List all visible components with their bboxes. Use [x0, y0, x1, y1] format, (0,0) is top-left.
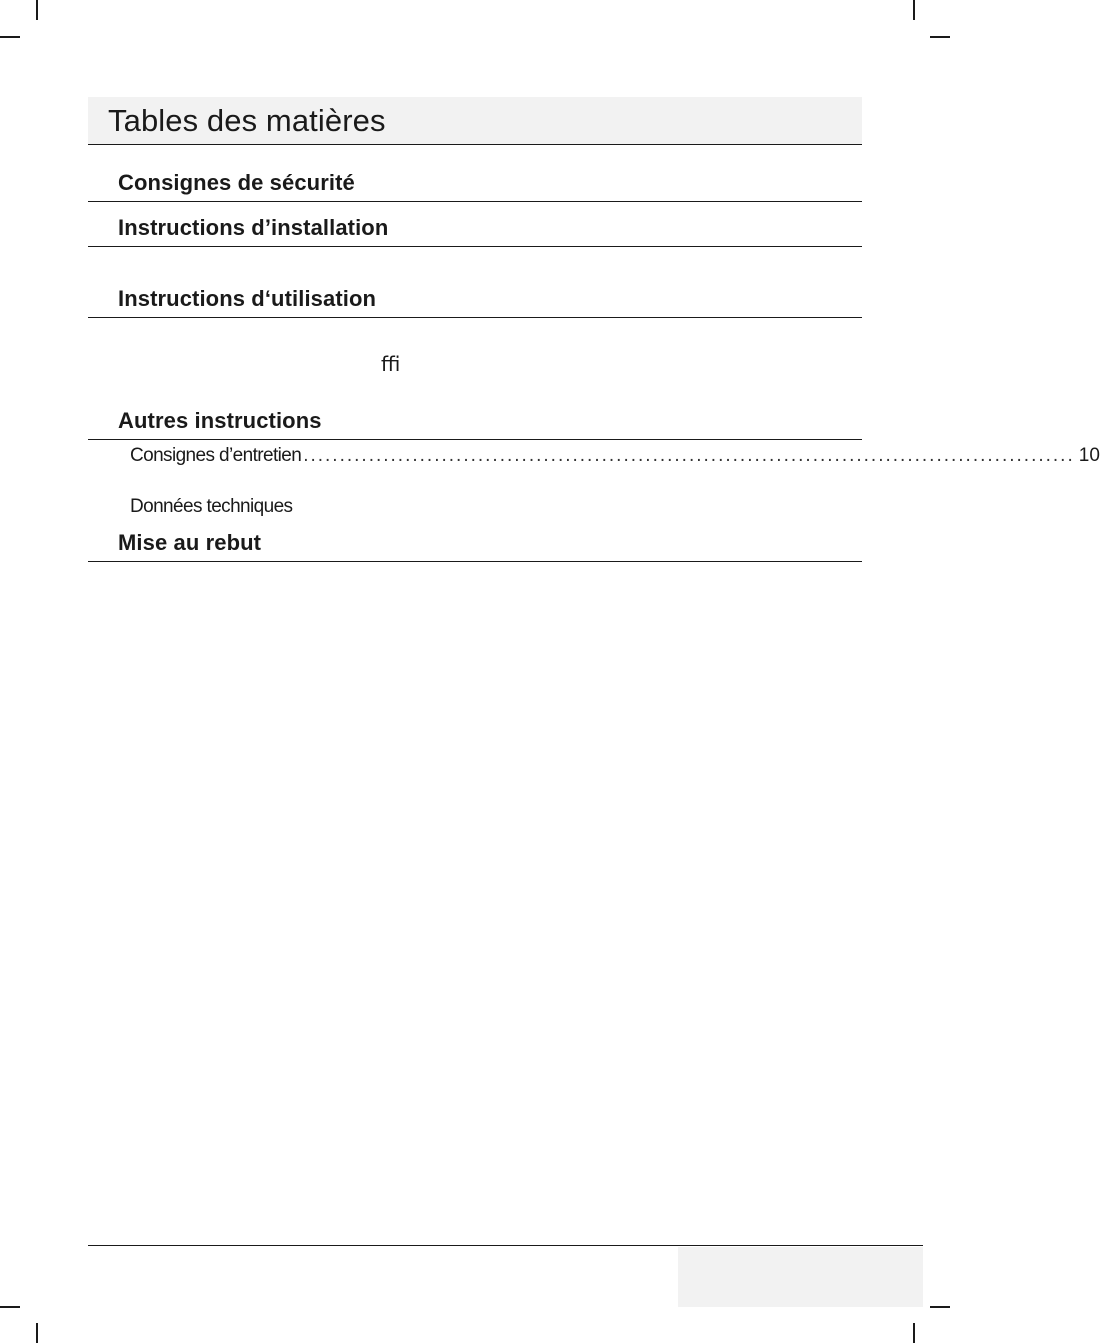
section-disposal[interactable]: Mise au rebut	[118, 530, 262, 555]
section-divider	[88, 561, 862, 562]
crop-mark-bottom-right-vertical	[913, 1323, 915, 1343]
section-divider	[88, 439, 862, 440]
toc-entry-page-number: 10	[1078, 445, 1100, 466]
toc-entry-maintenance[interactable]	[130, 445, 1100, 467]
toc-title-bar	[88, 97, 862, 145]
section-safety[interactable]: Consignes de sécurité	[118, 170, 355, 195]
crop-mark-bottom-left-vertical	[36, 1323, 38, 1343]
crop-mark-top-left-horizontal	[0, 36, 20, 38]
crop-mark-top-right-vertical	[913, 0, 915, 20]
crop-mark-top-right-horizontal	[930, 36, 950, 38]
footer-rule	[88, 1245, 923, 1246]
stray-ligature-glyph: ﬃ	[381, 354, 401, 376]
crop-mark-top-left-vertical	[36, 0, 38, 20]
toc-entry-label: Données techniques	[130, 496, 293, 517]
footer-panel	[678, 1247, 923, 1307]
dot-leader: ..........................................................................................................	[303, 445, 1075, 466]
section-other-instructions[interactable]: Autres instructions	[118, 408, 322, 433]
section-divider	[88, 317, 862, 318]
crop-mark-bottom-right-horizontal	[930, 1306, 950, 1308]
section-installation[interactable]: Instructions d’installation	[118, 215, 389, 240]
toc-entry-label: Consignes d’entretien	[130, 445, 302, 466]
section-usage[interactable]: Instructions d‘utilisation	[118, 286, 377, 311]
toc-entry-technical-data[interactable]	[130, 496, 862, 518]
section-divider	[88, 201, 862, 202]
page-title: Tables des matières	[108, 103, 386, 138]
crop-mark-bottom-left-horizontal	[0, 1306, 20, 1308]
section-divider	[88, 246, 862, 247]
